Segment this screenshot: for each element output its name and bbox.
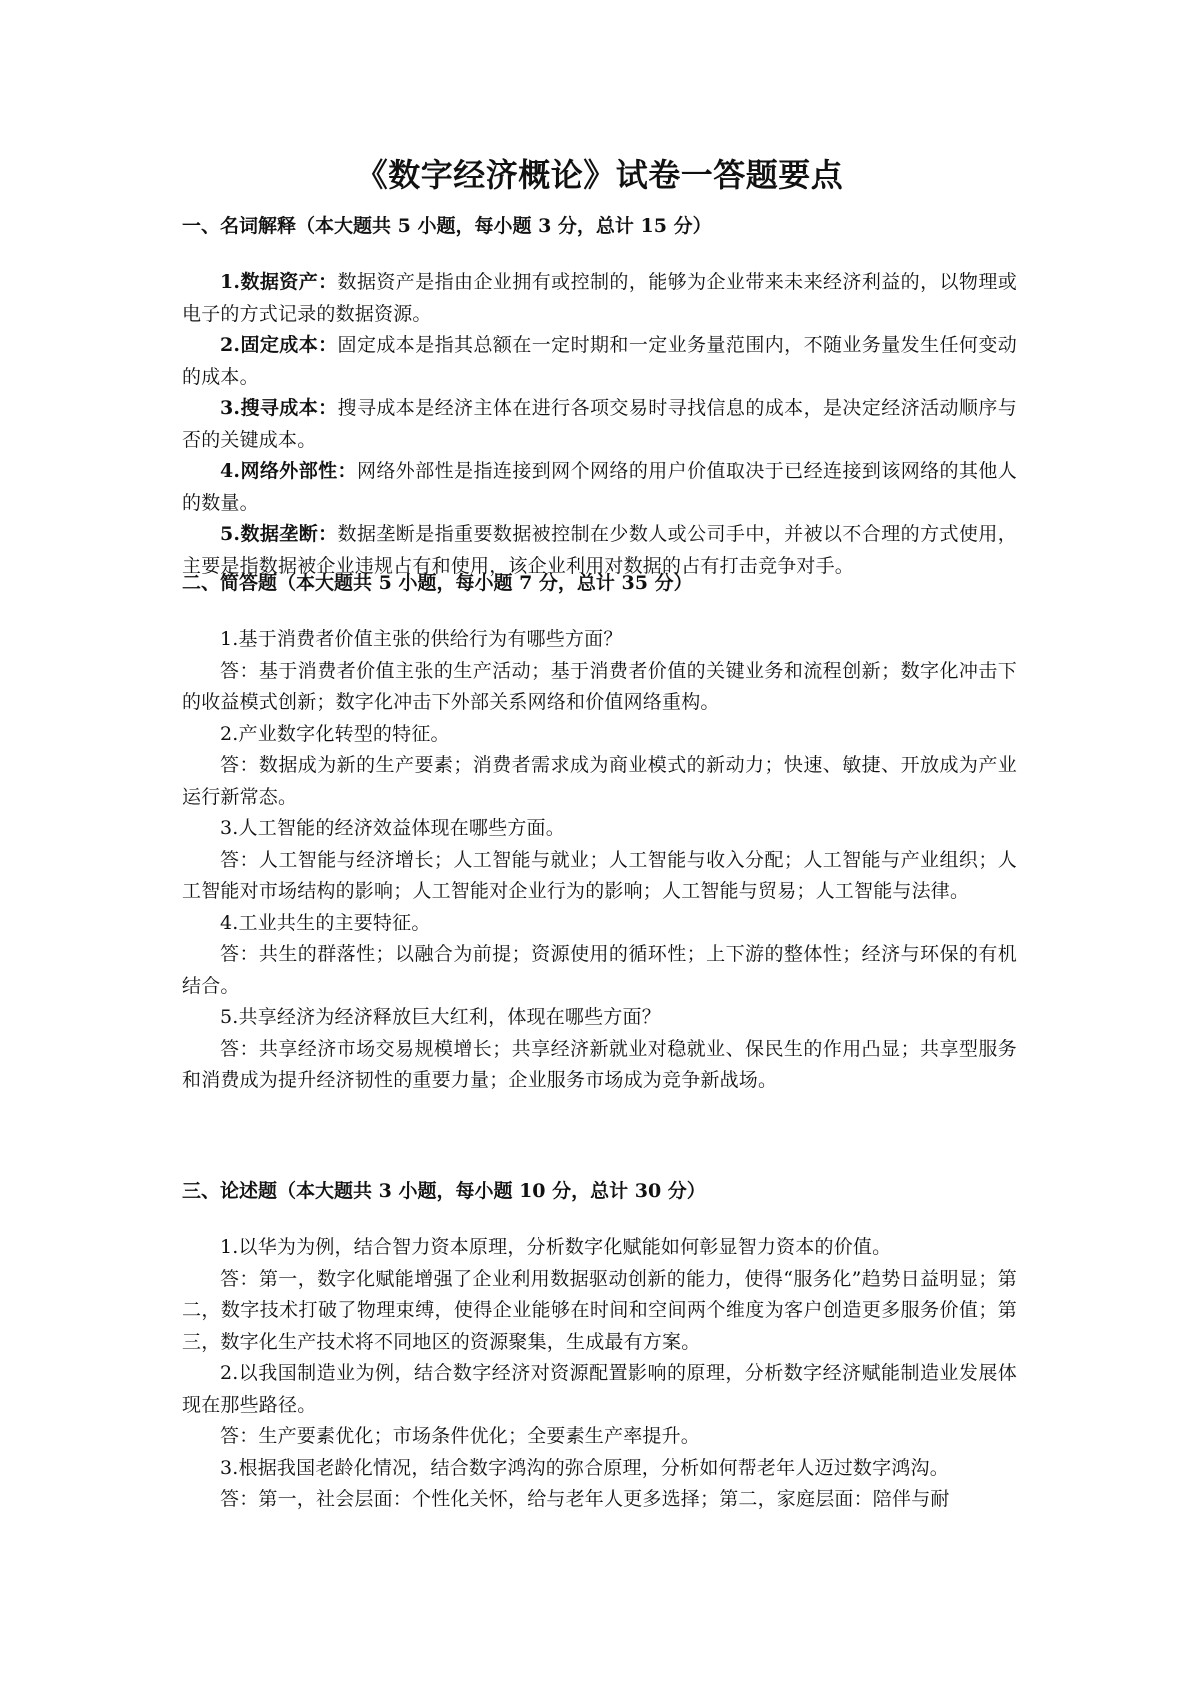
section-body [182,624,1017,1097]
term-definition: 数据资产是指由企业拥有或控制的，能够为企业带来未来经济利益的，以物理或电子的方式记录的数据资源。 [182,271,1017,325]
question: 5.共享经济为经济释放巨大红利，体现在哪些方面？ [220,1006,661,1028]
section-term-explanation [182,213,1017,582]
term-definition: 数据垄断是指重要数据被控制在少数人或公司手中，并被以不合理的方式使用，主要是指数据被企业违规占有和使用，该企业利用对数据的占有打击竞争对手。 [182,523,1017,577]
question: 3.人工智能的经济效益体现在哪些方面。 [220,817,565,839]
section-heading: 三、论述题（本大题共 3 小题，每小题 10 分，总计 30 分） [182,1180,706,1202]
answer: 答：共享经济市场交易规模增长；共享经济新就业对稳就业、保民生的作用凸显；共享型服务和消费成为提升经济韧性的重要力量；企业服务市场成为竞争新战场。 [182,1037,1017,1091]
document-title: 《数字经济概论》试卷一答题要点 [355,156,844,194]
term-label: 5.数据垄断： [220,523,338,545]
term-label: 2.固定成本： [220,334,338,356]
answer: 答：生产要素优化；市场条件优化；全要素生产率提升。 [220,1425,701,1447]
answer: 答：第一，数字化赋能增强了企业利用数据驱动创新的能力，使得“服务化”趋势日益明显；第二，数字技术打破了物理束缚，使得企业能够在时间和空间两个维度为客户创造更多服务价值；第三，数字化生产技术将不同地区的资源聚集，生成最有方案。 [182,1267,1017,1353]
question: 1.以华为为例，结合智力资本原理，分析数字化赋能如何彰显智力资本的价值。 [220,1236,892,1258]
term-definition: 固定成本是指其总额在一定时期和一定业务量范围内，不随业务量发生任何变动的成本。 [182,334,1017,388]
question: 4.工业共生的主要特征。 [220,911,431,934]
question: 1.基于消费者价值主张的供给行为有哪些方面？ [220,628,623,650]
term-item [182,456,1017,519]
term-item [182,330,1017,393]
term-definition: 搜寻成本是经济主体在进行各项交易时寻找信息的成本，是决定经济活动顺序与否的关键成本。 [182,397,1017,451]
term-label: 1.数据资产： [220,271,338,293]
question: 2.以我国制造业为例，结合数字经济对资源配置影响的原理，分析数字经济赋能制造业发展体现在那些路径。 [182,1362,1017,1416]
section-body [182,267,1017,582]
term-label: 3.搜寻成本： [220,397,338,419]
section-short-answer [182,570,1017,1097]
term-item [182,393,1017,456]
section-body [182,1232,1017,1516]
section-heading: 一、名词解释（本大题共 5 小题，每小题 3 分，总计 15 分） [182,215,712,237]
term-definition: 网络外部性是指连接到网个网络的用户价值取决于已经连接到该网络的其他人的数量。 [182,460,1017,514]
answer: 答：基于消费者价值主张的生产活动；基于消费者价值的关键业务和流程创新；数字化冲击下的收益模式创新；数字化冲击下外部关系网络和价值网络重构。 [182,659,1017,713]
section-essay [182,1178,1017,1516]
answer: 答：共生的群落性；以融合为前提；资源使用的循环性；上下游的整体性；经济与环保的有机结合。 [182,943,1017,997]
term-label: 4.网络外部性： [220,460,357,482]
question: 3.根据我国老龄化情况，结合数字鸿沟的弥合原理，分析如何帮老年人迈过数字鸿沟。 [220,1456,949,1479]
section-heading: 二、简答题（本大题共 5 小题，每小题 7 分，总计 35 分） [182,572,693,594]
answer: 答：第一，社会层面：个性化关怀，给与老年人更多选择；第二，家庭层面：陪伴与耐 [220,1488,950,1510]
term-item [182,267,1017,330]
answer: 答：数据成为新的生产要素；消费者需求成为商业模式的新动力；快速、敏捷、开放成为产业运行新常态。 [182,754,1017,808]
question: 2.产业数字化转型的特征。 [220,722,450,745]
answer: 答：人工智能与经济增长；人工智能与就业；人工智能与收入分配；人工智能与产业组织；人工智能对市场结构的影响；人工智能对企业行为的影响；人工智能与贸易；人工智能与法律。 [182,848,1017,902]
